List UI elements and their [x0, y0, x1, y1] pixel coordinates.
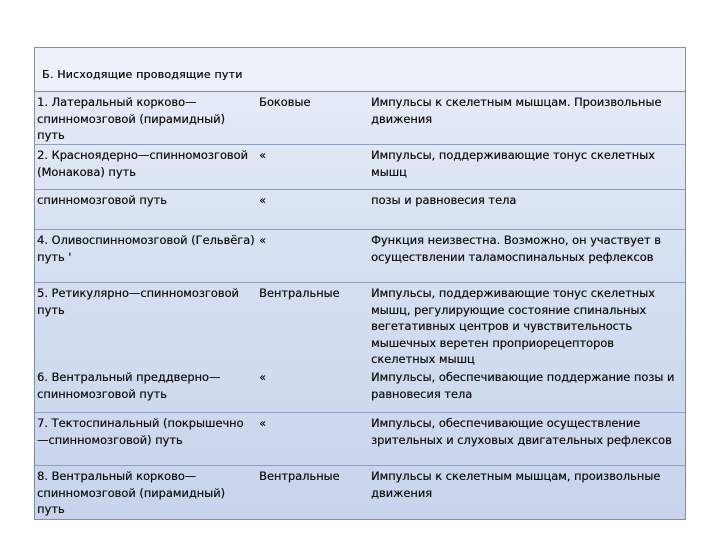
- path-function: Импульсы, обеспечивающие поддержание позы и равновесия тела: [371, 370, 675, 401]
- path-function: Импульсы, поддерживающие тонус скелетных мышц: [371, 148, 655, 179]
- path-name: 7. Тектоспинальный (покрышечно —спинномозговой) путь: [37, 416, 244, 447]
- path-function: позы и равновесия тела: [371, 193, 517, 207]
- path-function: Импульсы, обеспечивающие осуществление зрительных и слуховых двигательных рефлексов: [371, 416, 672, 447]
- path-name: 2. Красноядерно—спинномозговой (Монакова) путь: [37, 148, 248, 179]
- spinal-column: «: [259, 148, 266, 162]
- table-row: [35, 189, 685, 229]
- table-row: [35, 282, 685, 367]
- path-name: спинномозговой путь: [37, 193, 167, 207]
- path-function: Импульсы, поддерживающие тонус скелетных мышц, регулирующие состояние спинальных вегетативных центров и чувствительность мышечных веретен проприорецепторов скелетных мышц: [371, 286, 655, 366]
- pathways-table: [34, 47, 686, 520]
- path-name: 4. Оливоспинномозговой (Гельвёга) путь ': [37, 233, 255, 264]
- path-name: 1. Латеральный корково— спинномозговой (пирамидный) путь: [37, 95, 225, 142]
- table-row: [35, 92, 685, 144]
- path-function: Функция неизвестна. Возможно, он участвует в осуществлении таламоспинальных рефлексов: [371, 233, 661, 264]
- spinal-column: Вентральные: [259, 286, 340, 300]
- path-name: 6. Вентральный преддверно— спинномозговой путь: [37, 370, 221, 401]
- table-row: [35, 367, 685, 412]
- table-row: [35, 412, 685, 465]
- path-function: Импульсы к скелетным мышцам, произвольные движения: [371, 469, 661, 500]
- spinal-column: Боковые: [259, 95, 311, 109]
- spinal-column: «: [259, 416, 266, 430]
- spinal-column: «: [259, 233, 266, 247]
- spinal-column: Вентральные: [259, 469, 340, 483]
- table-row: [35, 465, 685, 520]
- path-name: 5. Ретикулярно—спинномозговой путь: [37, 286, 239, 317]
- spinal-column: «: [259, 193, 266, 207]
- table-header: [35, 47, 685, 92]
- path-name: 8. Вентральный корково— спинномозговой (пирамидный) путь: [37, 469, 225, 516]
- spinal-column: «: [259, 370, 266, 384]
- table-row: [35, 229, 685, 282]
- table-row: [35, 144, 685, 189]
- path-function: Импульсы к скелетным мышцам. Произвольные движения: [371, 95, 662, 126]
- table-title: Б. Нисходящие проводящие пути: [42, 68, 243, 81]
